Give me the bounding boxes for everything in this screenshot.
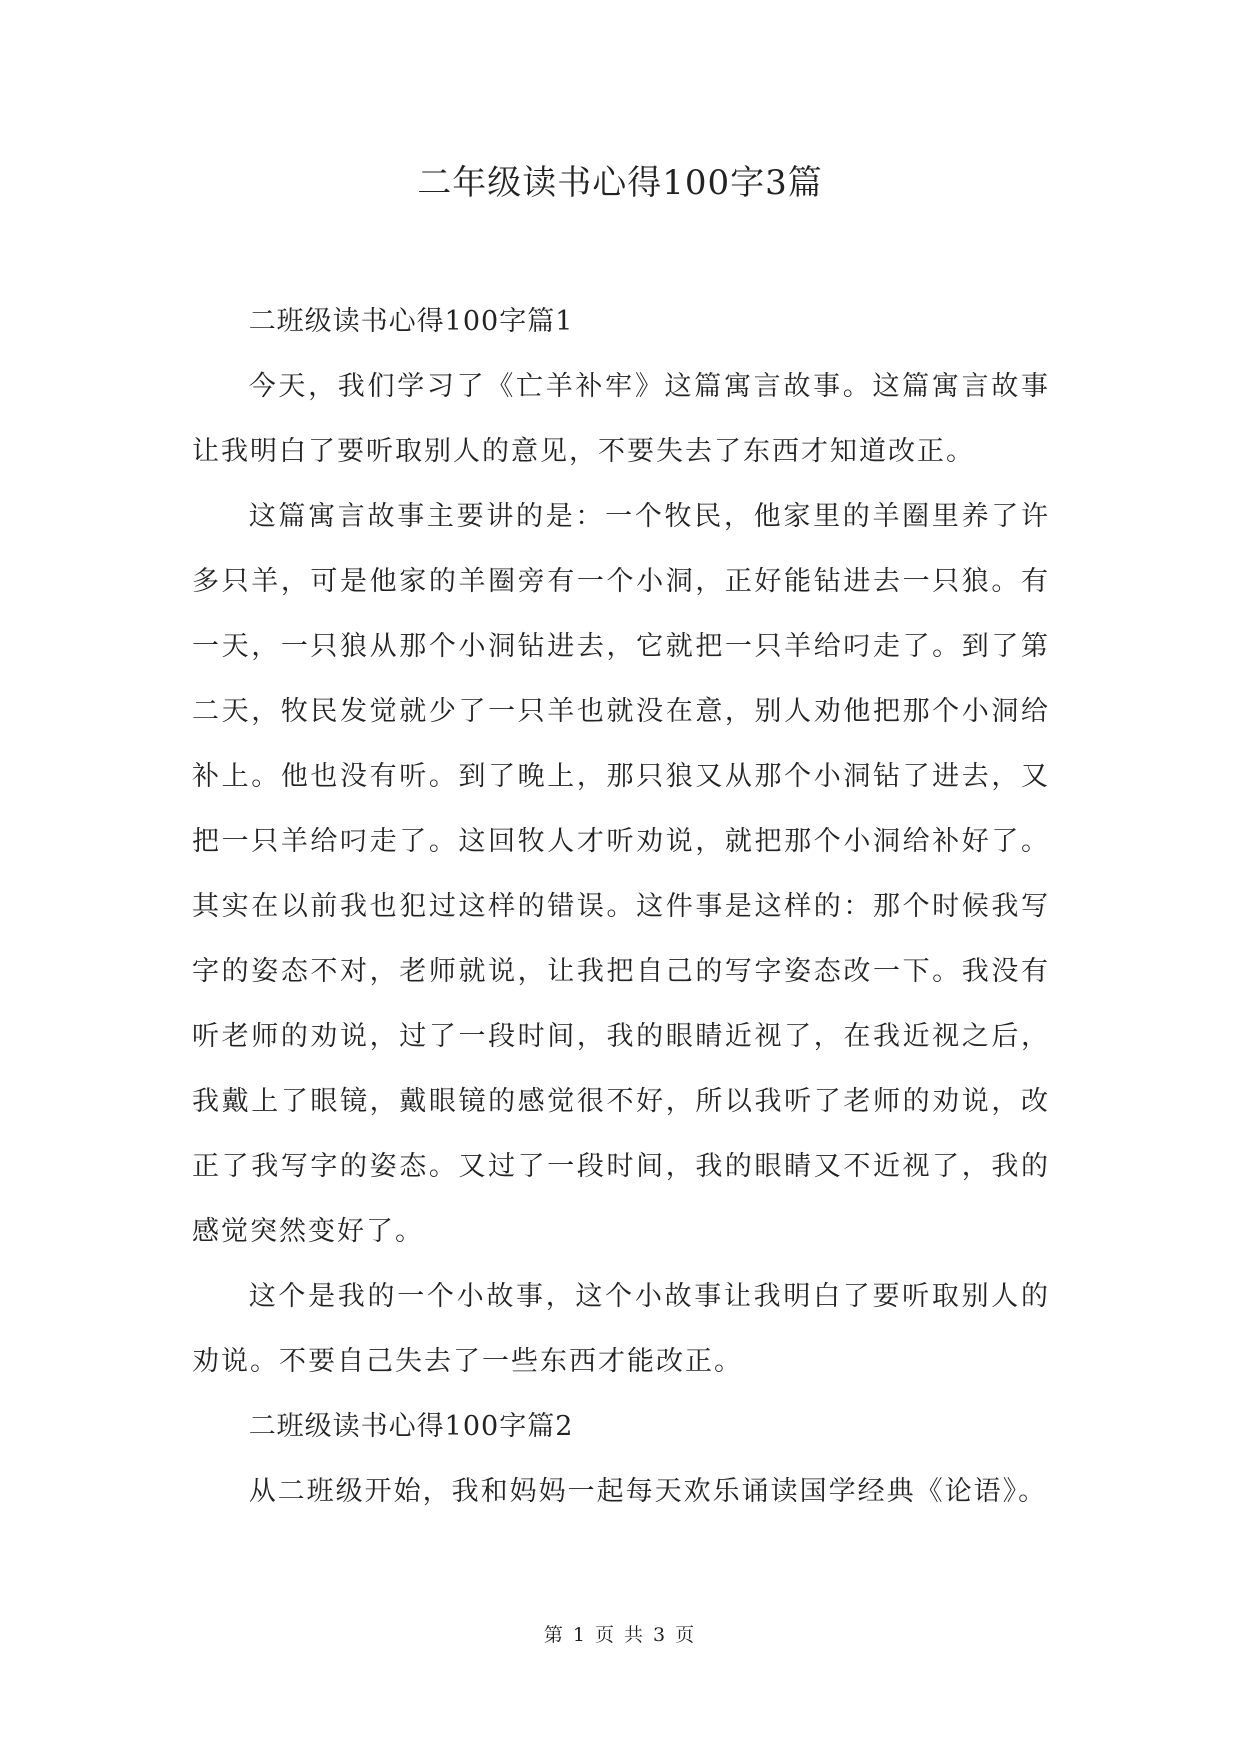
- section-heading-1: 二班级读书心得100字篇1: [248, 306, 574, 337]
- document-body: [192, 289, 1050, 1524]
- section-heading-2: 二班级读书心得100字篇2: [248, 1411, 574, 1442]
- paragraph-1: 今天，我们学习了《亡羊补牢》这篇寓言故事。这篇寓言故事让我明白了要听取别人的意见，不要失去了东西才知道改正。: [192, 371, 1050, 467]
- page-footer: 第 1 页 共 3 页: [543, 1624, 697, 1646]
- document-title: 二年级读书心得100字3篇: [417, 163, 823, 203]
- paragraph-4: 从二班级开始，我和妈妈一起每天欢乐诵读国学经典《论语》。: [248, 1476, 1048, 1507]
- paragraph-3: 这个是我的一个小故事，这个小故事让我明白了要听取别人的劝说。不要自己失去了一些东西才能改正。: [192, 1281, 1050, 1377]
- paragraph-2: 这篇寓言故事主要讲的是：一个牧民，他家里的羊圈里养了许多只羊，可是他家的羊圈旁有一个小洞，正好能钻进去一只狼。有一天，一只狼从那个小洞钻进去，它就把一只羊给叼走了。到了第二天，牧民发觉就少了一只羊也就没在意，别人劝他把那个小洞给补上。他也没有听。到了晚上，那只狼又从那个小洞钻了进去，又把一只羊给叼走了。这回牧人才听劝说，就把那个小洞给补好了。其实在以前我也犯过这样的错误。这件事是这样的：那个时候我写字的姿态不对，老师就说，让我把自己的写字姿态改一下。我没有听老师的劝说，过了一段时间，我的眼睛近视了，在我近视之后，我戴上了眼镜，戴眼镜的感觉很不好，所以我听了老师的劝说，改正了我写字的姿态。又过了一段时间，我的眼睛又不近视了，我的感觉突然变好了。: [192, 501, 1050, 1247]
